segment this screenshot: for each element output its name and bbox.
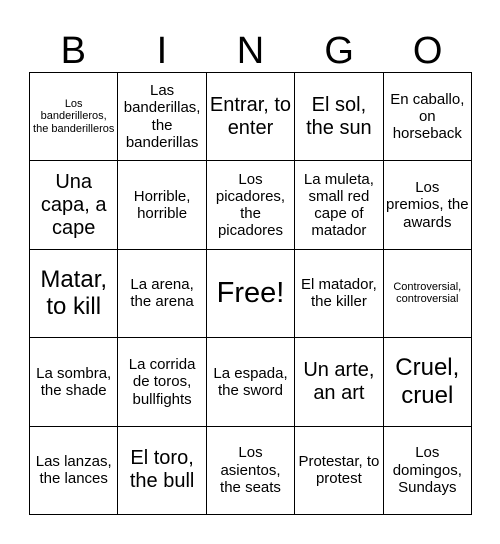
bingo-cell[interactable]: Controversial, controversial <box>384 250 472 338</box>
bingo-cell[interactable]: La arena, the arena <box>118 250 206 338</box>
bingo-cell[interactable]: Protestar, to protest <box>295 427 383 515</box>
bingo-cell[interactable]: Los banderilleros, the banderilleros <box>30 73 118 161</box>
bingo-cell[interactable]: Las lanzas, the lances <box>30 427 118 515</box>
bingo-cell[interactable]: Los premios, the awards <box>384 161 472 249</box>
header-letter-i: I <box>156 29 168 72</box>
header-letter-n: N <box>236 29 265 72</box>
bingo-cell[interactable]: La muleta, small red cape of matador <box>295 161 383 249</box>
header-letter-o: O <box>412 29 443 72</box>
bingo-cell[interactable]: El sol, the sun <box>295 73 383 161</box>
bingo-cell[interactable]: Cruel, cruel <box>384 338 472 426</box>
bingo-cell[interactable]: El toro, the bull <box>118 427 206 515</box>
free-space-cell[interactable]: Free! <box>207 250 295 338</box>
bingo-cell[interactable]: La sombra, the shade <box>30 338 118 426</box>
bingo-cell[interactable]: Los picadores, the picadores <box>207 161 295 249</box>
bingo-header <box>29 28 472 74</box>
bingo-cell[interactable]: El matador, the killer <box>295 250 383 338</box>
bingo-cell[interactable]: Matar, to kill <box>30 250 118 338</box>
header-letter-b: B <box>60 29 86 72</box>
bingo-cell[interactable]: Un arte, an art <box>295 338 383 426</box>
bingo-cell[interactable]: Entrar, to enter <box>207 73 295 161</box>
bingo-cell[interactable]: La espada, the sword <box>207 338 295 426</box>
bingo-cell[interactable]: Las banderillas, the banderillas <box>118 73 206 161</box>
bingo-cell[interactable]: La corrida de toros, bullfights <box>118 338 206 426</box>
bingo-cell[interactable]: En caballo, on horseback <box>384 73 472 161</box>
bingo-cell[interactable]: Una capa, a cape <box>30 161 118 249</box>
bingo-card-grid <box>29 72 472 515</box>
bingo-cell[interactable]: Los asientos, the seats <box>207 427 295 515</box>
header-letter-g: G <box>324 29 354 72</box>
bingo-cell[interactable]: Horrible, horrible <box>118 161 206 249</box>
bingo-cell[interactable]: Los domingos, Sundays <box>384 427 472 515</box>
